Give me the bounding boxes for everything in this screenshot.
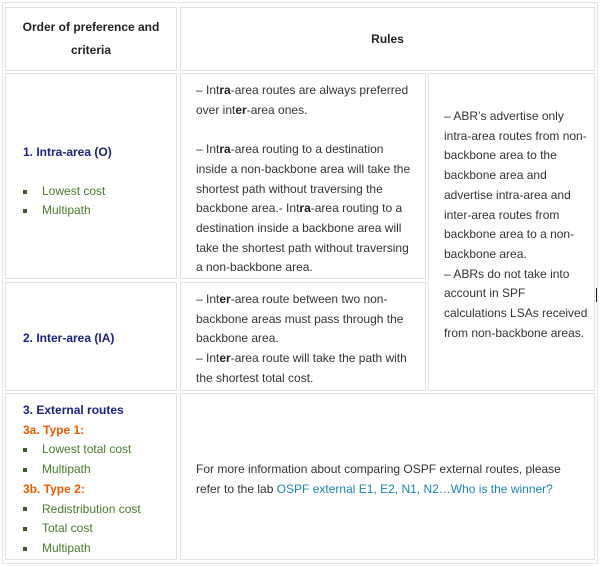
- list-item: [23, 460, 141, 480]
- abr-rule-1: – ABR’s advertise only intra-area routes from non-backbone area to the backbone area and advertise intra-area and inter-area routes from backbone area to a non-backbone area.: [444, 109, 587, 261]
- header-criteria: [5, 7, 177, 71]
- bullet-icon: [23, 468, 27, 472]
- lab-link[interactable]: OSPF external E1, E2, N1, N2…Who is the winner?: [276, 481, 553, 496]
- list-item: [23, 182, 112, 202]
- item-label: Lowest cost: [42, 183, 106, 198]
- list-item: [23, 201, 112, 221]
- text-cursor: [596, 288, 597, 302]
- list-item: [23, 500, 141, 520]
- intra-rules-cell: [180, 73, 426, 279]
- header-rules-label: Rules: [371, 31, 404, 46]
- abr-rules-cell: [428, 73, 595, 391]
- external-criteria-cell: [5, 393, 177, 560]
- item-label: Multipath: [42, 203, 91, 218]
- item-label: Redistribution cost: [42, 501, 141, 516]
- bullet-icon: [23, 448, 27, 452]
- info-text: For more information about comparing OSPF external routes, please refer to the lab: [196, 462, 561, 496]
- list-item: [23, 519, 141, 539]
- intra-title: 1. Intra-area (O): [23, 145, 112, 159]
- item-label: Multipath: [42, 462, 91, 477]
- inter-rule-1: – Inter-area route between two non-backbone areas must pass through the backbone area.: [196, 292, 404, 346]
- item-label: Multipath: [42, 540, 91, 555]
- header-criteria-label: Order of preference and criteria: [22, 20, 160, 57]
- external-title: 3. External routes: [23, 403, 124, 417]
- item-label: Lowest total cost: [42, 442, 132, 457]
- inter-rule-2: – Inter-area route will take the path with the shortest total cost.: [196, 351, 407, 385]
- list-item: [23, 539, 141, 559]
- bullet-icon: [23, 547, 27, 551]
- intra-rule-2: – Intra-area routing to a destination inside a non-backbone area will take the shortest path without traversing the backbone area.- Intra-area routing to a destination inside a backbone area will take the shortest path without traversing a non-backbone area.: [196, 142, 411, 275]
- inter-rules-cell: [180, 282, 426, 391]
- bullet-icon: [23, 507, 27, 511]
- intra-criteria-cell: [5, 73, 177, 279]
- bullet-icon: [23, 209, 27, 213]
- abr-rule-2: – ABRs do not take into account in SPF calculations LSAs received from non-backbone areas.: [444, 266, 588, 340]
- inter-title: 2. Inter-area (IA): [23, 331, 115, 345]
- external-rules-cell: [180, 393, 595, 560]
- header-rules: [180, 7, 595, 71]
- list-item: [23, 440, 141, 460]
- bullet-icon: [23, 190, 27, 194]
- intra-rule-1: – Intra-area routes are always preferred over inter-area ones.: [196, 83, 409, 117]
- bullet-icon: [23, 527, 27, 531]
- inter-criteria-cell: [5, 282, 177, 391]
- type2-title: 3b. Type 2:: [23, 481, 85, 496]
- type1-title: 3a. Type 1:: [23, 422, 85, 437]
- item-label: Total cost: [42, 521, 93, 536]
- external-info: [196, 460, 576, 499]
